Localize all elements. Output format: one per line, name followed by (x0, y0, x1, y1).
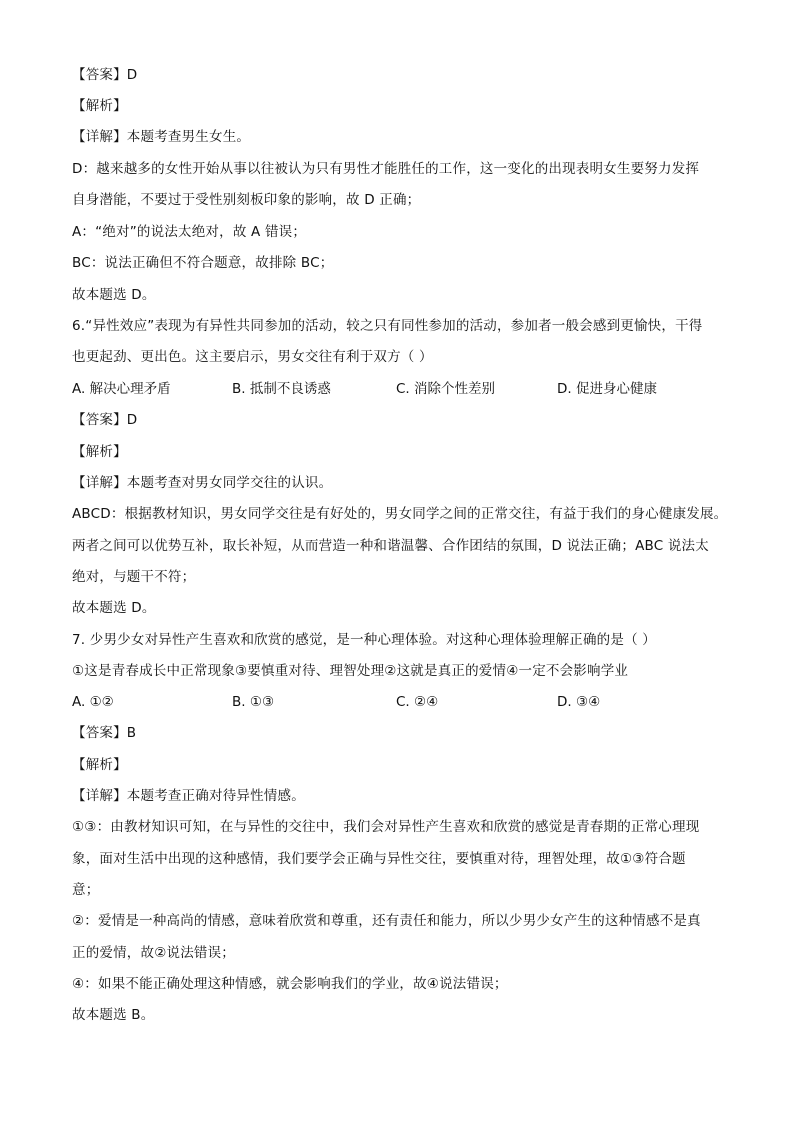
line-detail-2: 【详解】本题考查对男女同学交往的认识。 (72, 475, 333, 491)
question-6-line-2: 也更起劲、更出色。这主要启示，男女交往有利于双方（ ） (72, 349, 433, 365)
line-2-2: 正的爱情，故②说法错误； (72, 945, 236, 961)
question-7-line-2: ①这是青春成长中正常现象③要慎重对待、理智处理②这就是真正的爱情④一定不会影响学业 (72, 663, 629, 679)
line-answer-2: 【答案】D (72, 412, 138, 428)
line-4: ④：如果不能正确处理这种情感，就会影响我们的学业，故④说法错误； (72, 976, 508, 992)
question-7-line-1: 7. 少男少女对异性产生喜欢和欣赏的感觉，是一种心理体验。对这种心理体验理解正确的是（ ） (72, 632, 656, 648)
q7-option-b: B. ①③ (232, 694, 275, 710)
line-conclusion-2: 故本题选 D。 (72, 600, 156, 616)
q6-option-d: D. 促进身心健康 (557, 381, 657, 397)
line-answer-3: 【答案】B (72, 725, 137, 741)
line-detail-3: 【详解】本题考查正确对待异性情感。 (72, 788, 305, 804)
line-13-2: 象，面对生活中出现的这种感情，我们要学会正确与异性交往，要慎重对待，理智处理，故①③符合题 (72, 851, 686, 867)
line-bc: BC：说法正确但不符合题意，故排除 BC； (72, 255, 334, 271)
line-abcd-1: ABCD：根据教材知识，男女同学交往是有好处的，男女同学之间的正常交往，有益于我们的身心健康发展。 (72, 506, 728, 522)
question-6-line-1: 6.“异性效应”表现为有异性共同参加的活动，较之只有同性参加的活动，参加者一般会感到更愉快，干得 (72, 318, 703, 334)
q6-option-c: C. 消除个性差别 (396, 381, 496, 397)
line-analysis-3: 【解析】 (72, 757, 127, 773)
line-13-1: ①③：由教材知识可知，在与异性的交往中，我们会对异性产生喜欢和欣赏的感觉是青春期的正常心理现 (72, 819, 700, 835)
line-2-1: ②：爱情是一种高尚的情感，意味着欣赏和尊重，还有责任和能力，所以少男少女产生的这种情感不是真 (72, 913, 701, 929)
line-analysis-1: 【解析】 (72, 98, 127, 114)
q7-option-d: D. ③④ (557, 694, 601, 710)
line-abcd-3: 绝对，与题干不符； (72, 569, 196, 585)
line-abcd-2: 两者之间可以优势互补，取长补短，从而营造一种和谐温馨、合作团结的氛围，D 说法正确；ABC 说法太 (72, 538, 709, 554)
line-d-2: 自身潜能，不要过于受性别刻板印象的影响，故 D 正确； (72, 192, 421, 208)
q6-option-b: B. 抵制不良诱惑 (232, 381, 331, 397)
q7-option-a: A. ①② (72, 694, 114, 710)
line-13-3: 意； (72, 882, 100, 898)
line-answer-1: 【答案】D (72, 67, 138, 83)
line-conclusion-3: 故本题选 B。 (72, 1007, 155, 1023)
line-d-1: D：越来越多的女性开始从事以往被认为只有男性才能胜任的工作，这一变化的出现表明女生要努力发挥 (72, 161, 700, 177)
line-detail-1: 【详解】本题考查男生女生。 (72, 129, 251, 145)
q7-option-c: C. ②④ (396, 694, 439, 710)
line-conclusion-1: 故本题选 D。 (72, 287, 156, 303)
q6-option-a: A. 解决心理矛盾 (72, 381, 171, 397)
line-a: A：“绝对”的说法太绝对，故 A 错误； (72, 224, 307, 240)
line-analysis-2: 【解析】 (72, 444, 127, 460)
